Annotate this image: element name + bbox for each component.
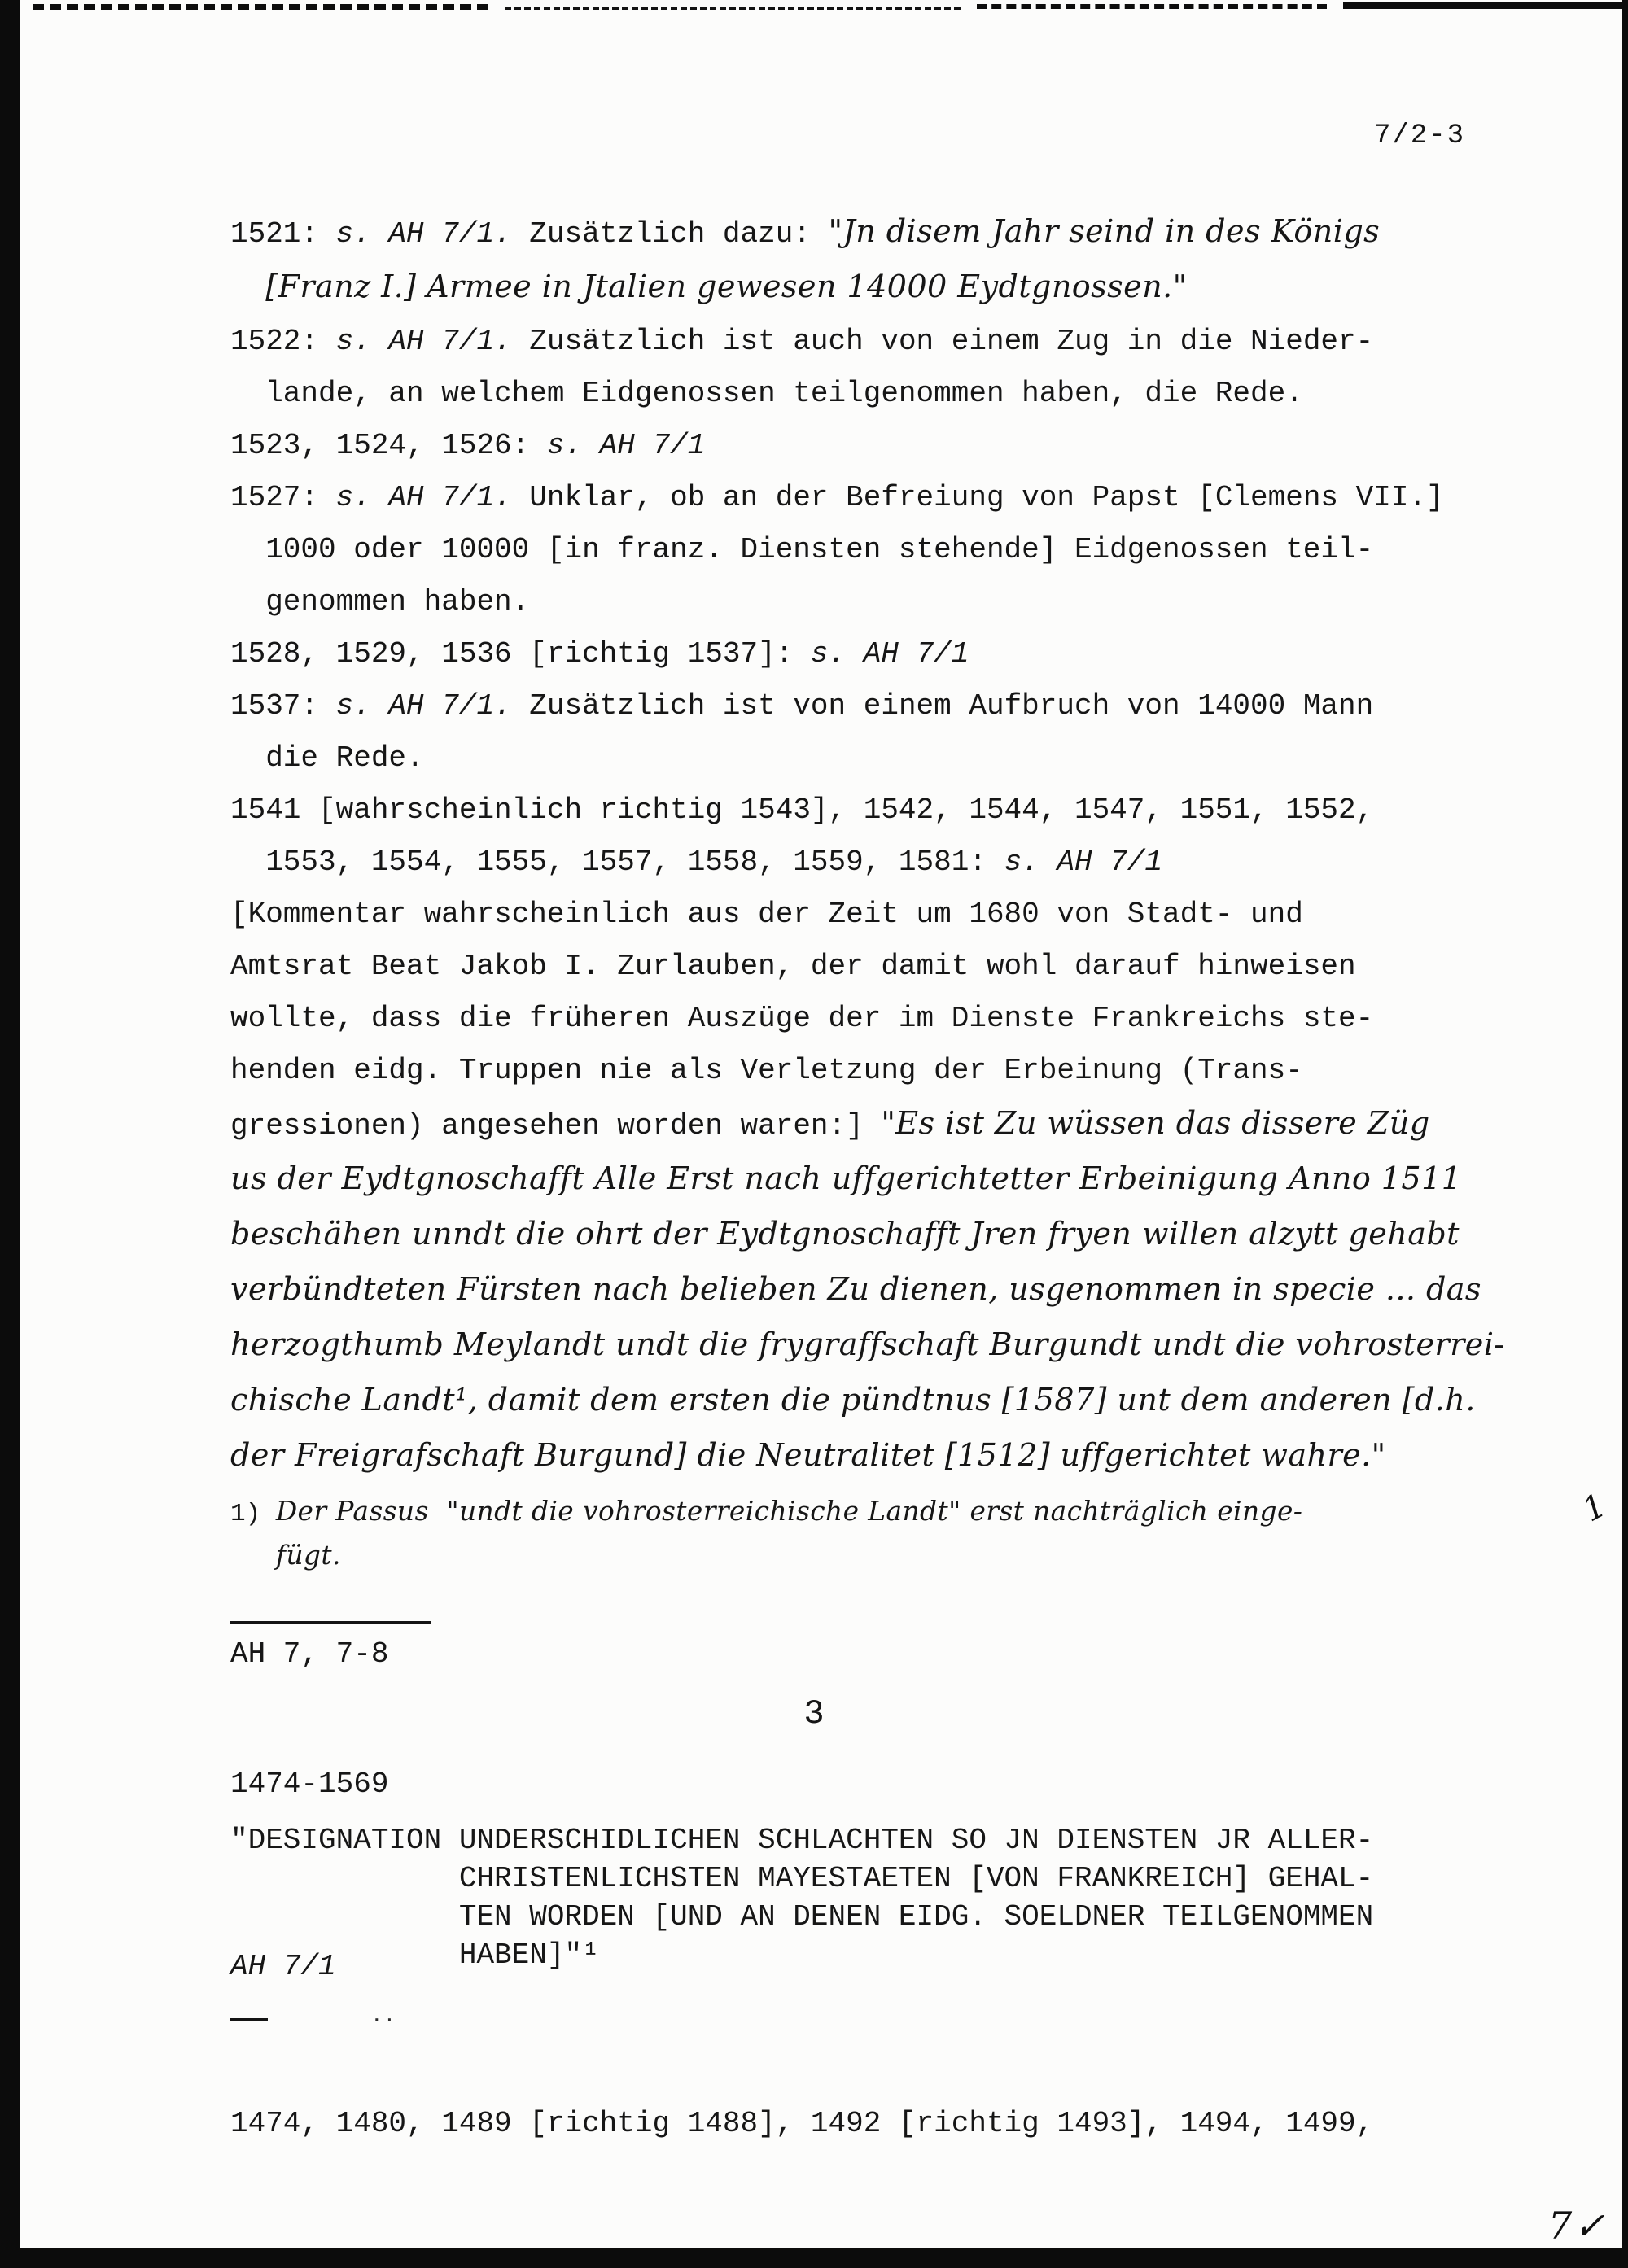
text-line [230,837,1606,889]
text-line [230,1318,1606,1374]
text-run: "Jn disem Jahr seind in des Königs [828,213,1381,249]
text-line [230,1429,1606,1484]
stray-dots: .. [370,2004,396,2028]
text-run: 1522: [230,325,336,358]
footnote-block [230,1491,1533,1579]
text-line [230,260,1606,316]
text-line [230,1263,1606,1318]
designation-block [230,1821,1533,1974]
text-line [230,1491,1533,1535]
text-run: Zusätzlich ist auch von einem Zug in die Nieder- [511,325,1374,358]
text-run: 1541 [wahrscheinlich richtig 1543], 1542, 1544, 1547, 1551, 1552, [230,793,1374,827]
text-run: "DESIGNATION UNDERSCHIDLICHEN SCHLACHTEN SO JN DIENSTEN JR ALLER- [230,1824,1374,1857]
main-text-block [230,205,1606,1484]
text-line [230,1898,1533,1936]
scan-edge-left [0,0,20,2268]
text-run: Unklar, ob an der Befreiung von Papst [Clemens VII.] [511,481,1444,514]
text-run: Der Passus [275,1495,447,1527]
text-run: 1523, 1524, 1526: [230,429,547,462]
text-line [230,1859,1533,1898]
text-line [230,628,1606,680]
text-line [230,680,1606,732]
divider-line [230,1621,431,1624]
scan-edge-right [1622,0,1628,2268]
text-run: herzogthumb Meylandt undt die frygraffschaft Burgundt undt die vohrosterrei- [230,1326,1505,1362]
scan-edge-top-dash [33,4,488,10]
text-run: gressionen) angesehen worden waren:] [230,1109,882,1143]
text-run: CHRISTENLICHSTEN MAYESTAETEN [VON FRANKREICH] GEHAL- [458,1862,1374,1895]
text-line [230,524,1606,576]
text-line [230,1535,1533,1579]
text-run: s. AH 7/1. [335,689,512,723]
text-run: Amtsrat Beat Jakob I. Zurlauben, der damit wohl darauf hinweisen [230,950,1356,983]
text-run: 1000 oder 10000 [in franz. Diensten stehende] Eidgenossen teil- [265,533,1374,566]
text-line [230,1821,1533,1859]
text-run: 1528, 1529, 1536 [richtig 1537]: [230,637,811,671]
text-run: die Rede. [265,741,424,775]
archive-reference: AH 7, 7-8 [230,1637,389,1671]
text-line [230,1374,1606,1429]
text-line [230,1208,1606,1263]
text-run: verbündteten Fürsten nach belieben Zu dienen, usgenommen in specie ... das [230,1271,1481,1307]
divider-dash [230,2018,268,2021]
text-run: us der Eydtgnoschafft Alle Erst nach uffgerichtetter Erbeinigung Anno 1511 [230,1160,1462,1196]
text-line [230,316,1606,368]
text-run: chische Landt¹, damit dem ersten die pündtnus [1587] unt dem anderen [d.h. [230,1382,1476,1418]
text-run: "Es ist Zu wüssen das dissere Züg [881,1105,1430,1141]
text-run: [Franz I.] Armee in Jtalien gewesen 14000 Eydtgnossen." [265,269,1188,304]
text-run: 1537: [230,689,336,723]
text-run: beschähen unndt die ohrt der Eydtgnoschafft Jren fryen willen alzytt gehabt [230,1216,1460,1252]
text-line [230,576,1606,628]
text-run: s. AH 7/1 [810,637,969,671]
text-run: s. AH 7/1. [335,325,512,358]
archive-reference-2: AH 7/1 [230,1950,336,1983]
handwritten-side-mark: 1 [1576,1486,1613,1530]
text-run: HABEN]"¹ [458,1938,600,1972]
scan-edge-bottom [20,2248,1628,2268]
text-line [230,889,1606,941]
text-line [230,368,1606,420]
text-line [230,2098,1606,2150]
text-run: 1553, 1554, 1555, 1557, 1558, 1559, 1581: [265,846,1004,879]
text-line [230,941,1606,993]
text-run: s. AH 7/1 [546,429,706,462]
text-line [230,732,1606,784]
text-run: s. AH 7/1. [335,481,512,514]
text-run: s. AH 7/1. [335,217,512,251]
handwritten-check-mark: 7✓ [1548,2204,1607,2248]
text-line [230,1097,1606,1152]
text-run: lande, an welchem Eidgenossen teilgenommen haben, die Rede. [265,377,1303,410]
text-run: der Freigrafschaft Burgund] die Neutralitet [1512] uffgerichtet wahre." [230,1437,1386,1473]
text-run: 1) [230,1500,276,1528]
text-line [230,993,1606,1045]
text-run: henden eidg. Truppen nie als Verletzung der Erbeinung (Trans- [230,1054,1303,1087]
text-run: s. AH 7/1 [1004,846,1162,879]
text-line [230,784,1606,837]
year-range: 1474-1569 [230,1768,389,1801]
text-run: "undt die vohrosterreichische Landt" [446,1495,970,1527]
text-line [230,205,1606,260]
text-run: 1521: [230,217,336,251]
text-line [230,472,1606,524]
text-run: fügt. [275,1539,341,1571]
text-run: Zusätzlich dazu: [511,217,829,251]
scan-edge-top-solid [1343,2,1624,9]
text-line [230,1152,1606,1208]
text-line [230,1045,1606,1097]
scan-edge-top-dash [505,7,961,10]
text-run: genommen haben. [265,585,530,618]
text-line [230,420,1606,472]
text-run: wollte, dass die früheren Auszüge der im Dienste Frankreichs ste- [230,1002,1374,1035]
text-run: [Kommentar wahrscheinlich aus der Zeit um 1680 von Stadt- und [230,898,1303,931]
years-line [230,2098,1606,2150]
text-run: TEN WORDEN [UND AN DENEN EIDG. SOELDNER TEILGENOMMEN [458,1900,1374,1934]
section-number: 3 [803,1694,825,1733]
text-run: 1474, 1480, 1489 [richtig 1488], 1492 [richtig 1493], 1494, 1499, [230,2107,1374,2140]
scan-edge-top-dash [977,4,1327,9]
text-run: Zusätzlich ist von einem Aufbruch von 14000 Mann [511,689,1374,723]
page-number: 7/2-3 [1374,120,1466,151]
text-line [230,1936,1533,1974]
text-run: 1527: [230,481,336,514]
text-run: erst nachträglich einge- [969,1495,1303,1527]
